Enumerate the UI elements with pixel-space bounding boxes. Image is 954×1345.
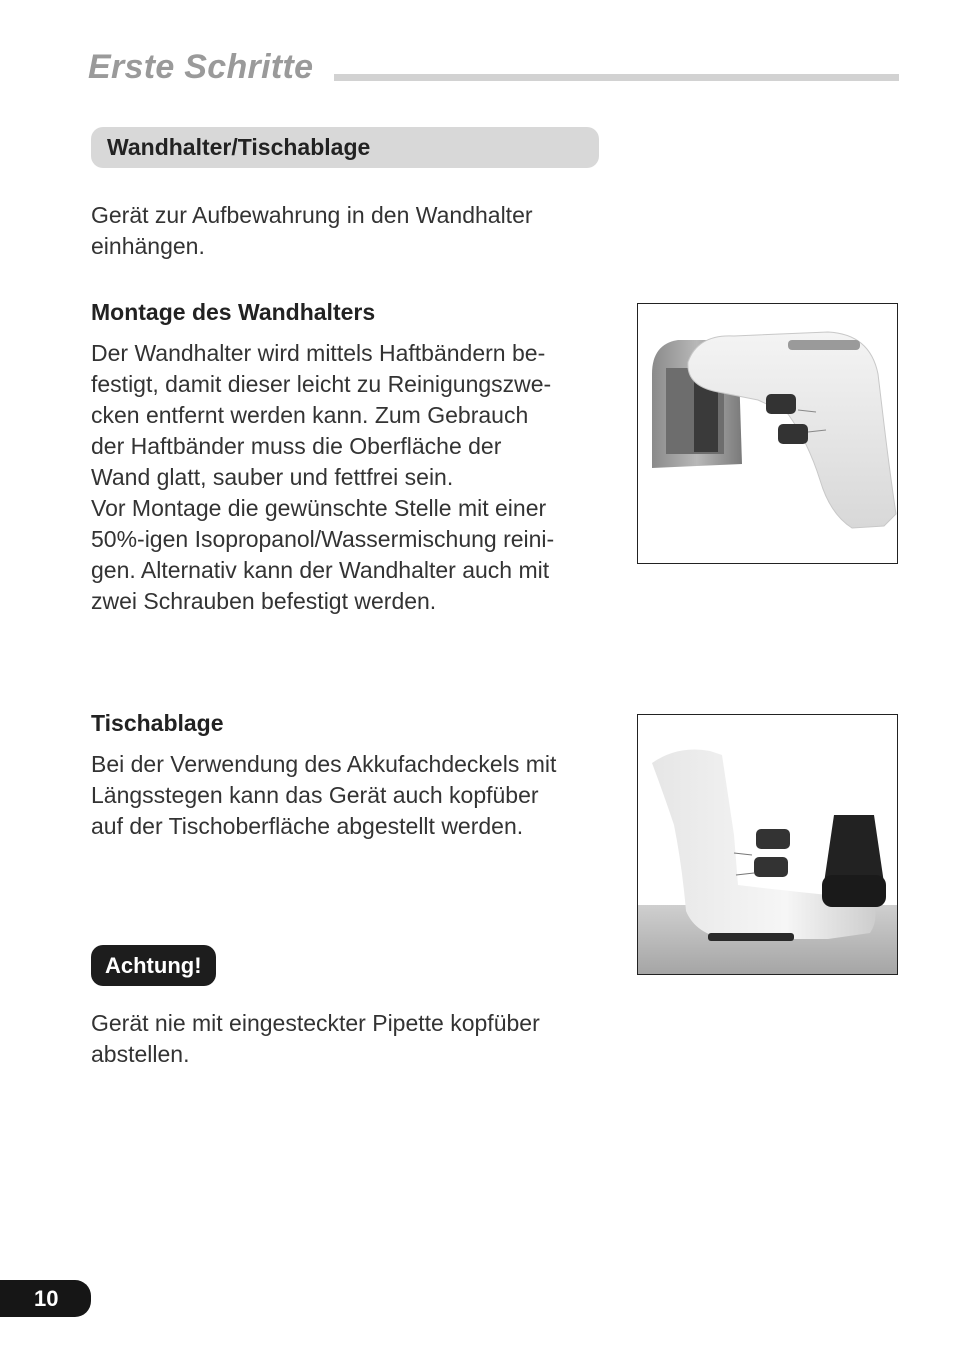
table-rest-photo <box>637 714 898 975</box>
page-number: 10 <box>0 1280 91 1317</box>
chapter-rule <box>334 74 899 81</box>
warning-badge: Achtung! <box>91 945 216 986</box>
mounting-line: zwei Schrauben befestigt werden. <box>91 588 437 614</box>
wall-holder-photo <box>637 303 898 564</box>
intro-line: Gerät zur Aufbewahrung in den Wandhalter <box>91 202 533 228</box>
section-heading: Wandhalter/Tischablage <box>91 127 599 168</box>
table-rest-paragraph <box>91 749 611 842</box>
mounting-line: cken entfernt werden kann. Zum Gebrauch <box>91 402 529 428</box>
mounting-line: gen. Alternativ kann der Wandhalter auch mit <box>91 557 550 583</box>
table-rest-heading: Tischablage <box>91 710 224 736</box>
mounting-line: Vor Montage die gewünschte Stelle mit einer <box>91 495 547 521</box>
table-rest-line: auf der Tischoberfläche abgestellt werden. <box>91 813 524 839</box>
mounting-paragraph <box>91 338 611 617</box>
mounting-line: 50%-igen Isopropanol/Wassermischung reini- <box>91 526 555 552</box>
warning-line: abstellen. <box>91 1041 190 1067</box>
warning-paragraph <box>91 1008 611 1070</box>
mounting-heading: Montage des Wandhalters <box>91 299 376 325</box>
warning-line: Gerät nie mit eingesteckter Pipette kopfüber <box>91 1010 540 1036</box>
intro-paragraph <box>91 200 611 262</box>
mounting-line: der Haftbänder muss die Oberfläche der <box>91 433 502 459</box>
intro-line: einhängen. <box>91 233 205 259</box>
mounting-line: Wand glatt, sauber und fettfrei sein. <box>91 464 454 490</box>
mounting-line: festigt, damit dieser leicht zu Reinigungszwe- <box>91 371 552 397</box>
chapter-title: Erste Schritte <box>88 48 314 86</box>
table-rest-line: Längsstegen kann das Gerät auch kopfüber <box>91 782 539 808</box>
mounting-line: Der Wandhalter wird mittels Haftbändern be- <box>91 340 546 366</box>
table-rest-line: Bei der Verwendung des Akkufachdeckels mit <box>91 751 557 777</box>
